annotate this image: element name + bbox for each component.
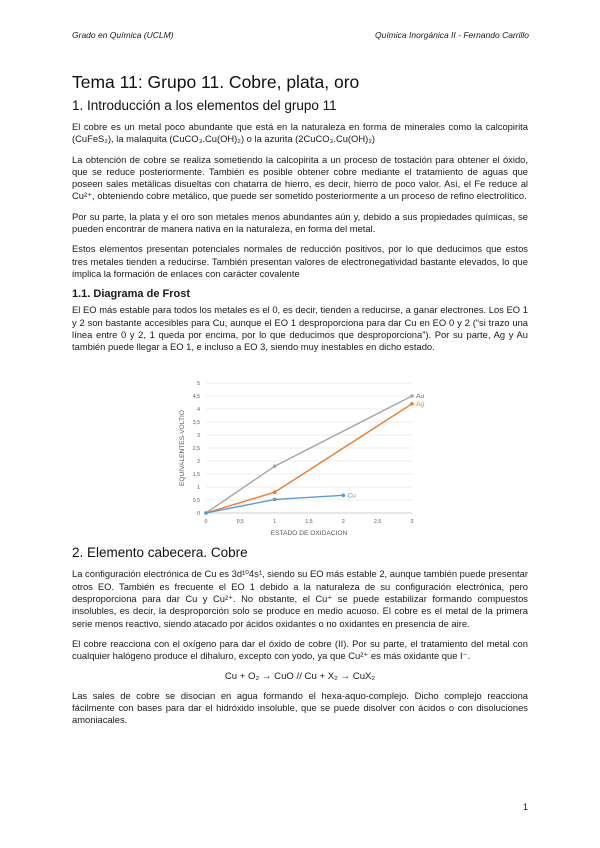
header-left: Grado en Química (UCLM) (72, 30, 174, 40)
y-axis-title: EQUIVALENTES-VOLTIO (179, 410, 186, 487)
y-tick-label: 4,5 (192, 394, 200, 401)
header-right: Química Inorgánica II - Fernando Carrillo (374, 30, 529, 40)
data-point-cu (204, 512, 208, 516)
section2-paragraph-3: Las sales de cobre se disocian en agua formando el hexa-aquo-complejo. Dicho complejo reacciona fácilmente con bases para dar el hidróxido insoluble, que se puede disolver con ácidos o con disoluciones amoniacales. (72, 689, 528, 726)
x-tick-label: 2 (341, 519, 345, 526)
y-tick-label: 1 (197, 485, 200, 492)
x-tick-label: 3 (410, 519, 414, 526)
data-point-cu (342, 494, 346, 498)
page-number: 1 (522, 802, 528, 812)
data-point-ag (410, 402, 414, 406)
page-content (72, 72, 528, 734)
series-line-ag (206, 404, 412, 513)
y-tick-label: 0 (197, 511, 200, 518)
section1-paragraph-2: La obtención de cobre se realiza sometiendo la calcopirita a un proceso de tostación para obtener el óxido, que se reduce posteriormente. También es posible obtener cobre mediante el tratamiento de aguas que poseen sales metálicas disueltas con chatarra de hierro, es decir, hierro de poco valor. Así, el Fe reduce al Cu²⁺, obteniendo cobre metálico, que puede ser sometido posteriormente a un proceso de refino electrolítico. (72, 153, 528, 202)
section1-paragraph-1: El cobre es un metal poco abundante que está en la naturaleza en forma de minerales como la calcopirita (CuFeS₂), la malaquita (CuCO₃.Cu(OH)₂) o la azurita (2CuCO₃.Cu(OH)₂) (72, 121, 528, 145)
section1-heading: 1. Introducción a los elementos del grupo 11 (72, 98, 337, 113)
data-point-cu (273, 498, 277, 502)
section1-paragraph-3: Por su parte, la plata y el oro son metales menos abundantes aún y, debido a sus propiedades químicas, se pueden encontrar de manera nativa en la naturaleza, en forma del metal. (72, 210, 528, 235)
series-line-au (206, 396, 412, 513)
y-tick-label: 1,5 (192, 472, 200, 479)
x-tick-label: 1,5 (305, 519, 313, 526)
frost-diagram-svg (72, 361, 528, 539)
y-tick-label: 2,5 (192, 446, 200, 453)
y-tick-label: 5 (197, 381, 200, 388)
y-tick-label: 4 (197, 407, 200, 414)
reaction-equation: Cu + O₂ → CuO // Cu + X₂ → CuX₂ (224, 670, 376, 682)
series-label-ag: Ag (416, 401, 425, 409)
data-point-ag (273, 491, 277, 495)
x-tick-label: 1 (273, 519, 277, 526)
section2-heading: 2. Elemento cabecera. Cobre (72, 545, 248, 561)
y-tick-label: 0,5 (192, 498, 200, 505)
section1-paragraph-4: Estos elementos presentan potenciales normales de reducción positivos, por lo que deducimos que estos tres metales tienden a reducirse. También presentan valores de electronegatividad bastante elevados, lo que implica la formación de enlaces con carácter covalente (72, 243, 528, 279)
data-point-au (410, 395, 414, 399)
x-tick-label: 0 (204, 519, 208, 526)
section2-paragraph-1: La configuración electrónica de Cu es 3d¹⁰4s¹, siendo su EO más estable 2, aunque también puede presentar otros EO. También es frecuente el EO 1 debido a la naturaleza de su configuración electrónica, pero desproporciona para dar Cu y Cu²⁺. No obstante, el Cu⁺ se puede estabilizar formando compuestos insolubles, es decir, la desproporción solo se produce en medio acuoso. El cobre es el metal de la primera serie menos reactivo, siendo atacado por ácidos oxidantes o no oxidantes en presencia de aire. (72, 568, 528, 629)
series-label-cu: Cu (347, 492, 356, 500)
y-tick-label: 3,5 (192, 420, 200, 427)
x-axis-title: ESTADO DE OXIDACION (270, 530, 348, 538)
y-tick-label: 2 (197, 459, 200, 466)
subsection-heading: 1.1. Diagrama de Frost (72, 288, 190, 301)
page-title: Tema 11: Grupo 11. Cobre, plata, oro (72, 72, 360, 92)
subsection-paragraph-1: El EO más estable para todos los metales es el 0, es decir, tienden a reducirse, a ganar electrones. Los EO 1 y 2 son bastante accesibles para Cu, aunque el EO 1 desproporciona para dar Cu en EO 0 y 2 (“si trazo una línea entre 0 y 2, 1 queda por encima, por lo que deducimos que desproporciona”). Por su parte, Ag y Au también puede llegar a EO 1, e incluso a EO 3, siendo muy inestables en dicho estado. (72, 304, 528, 353)
frost-diagram (72, 361, 528, 539)
section2-paragraph-2: El cobre reacciona con el oxígeno para dar el óxido de cobre (II). Por su parte, el tratamiento del metal con cualquier halógeno produce el dihaluro, excepto con yodo, ya que Cu²⁺ es más oxidante que I⁻. (72, 637, 528, 662)
y-tick-label: 3 (197, 433, 200, 440)
series-label-au: Au (416, 393, 425, 401)
x-tick-label: 0,5 (236, 519, 244, 526)
data-point-au (273, 465, 277, 469)
x-tick-label: 2,5 (374, 519, 382, 526)
